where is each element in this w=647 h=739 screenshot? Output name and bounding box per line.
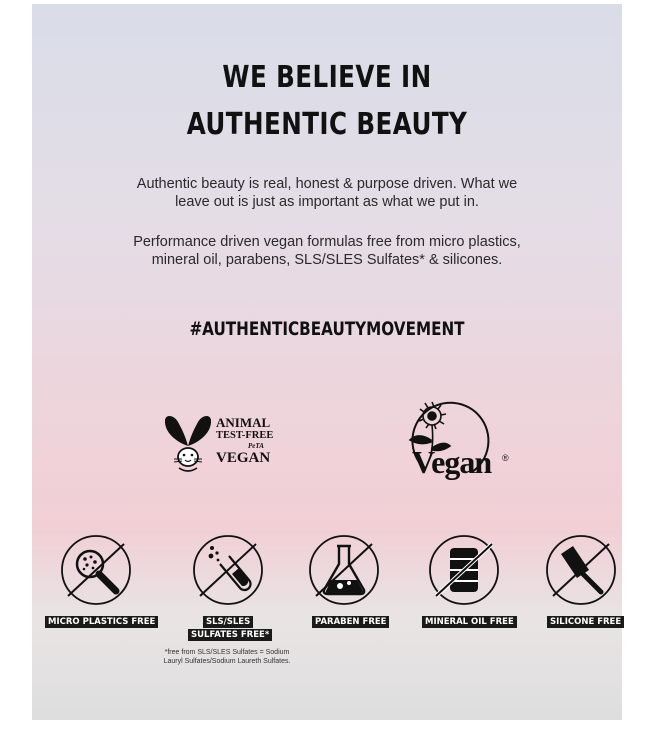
sulfates-footnote: [150, 648, 304, 666]
silicone-free-label: SILICONE FREE: [547, 616, 624, 628]
bunny-ears-icon: [162, 412, 214, 476]
peta-line-4: VEGAN: [216, 450, 271, 466]
peta-line-2: TEST-FREE: [216, 430, 274, 441]
footnote-line-2: Lauryl Sulfates/Sodium Laureth Sulfates.: [163, 658, 291, 665]
intro-line-2: leave out is just as important as what we put in.: [175, 194, 479, 210]
headline-line-2: AUTHENTIC BEAUTY: [186, 107, 468, 142]
silicone-tube-icon: [543, 532, 619, 608]
formula-line-1: Performance driven vegan formulas free from micro plastics,: [133, 234, 521, 250]
flask-icon: [306, 532, 382, 608]
sls-sles-label: SLS/SLES: [203, 616, 253, 628]
sulfates-free-label: SULFATES FREE*: [188, 629, 272, 641]
intro-paragraph: [32, 175, 622, 211]
micro-plastics-icon: [58, 532, 134, 608]
mineral-oil-free-label: MINERAL OIL FREE: [422, 616, 517, 628]
paraben-free-label: PARABEN FREE: [312, 616, 389, 628]
peta-vegan-logo: [162, 412, 286, 476]
headline-line-1: WE BELIEVE IN: [222, 60, 432, 95]
oil-barrel-icon: [426, 532, 502, 608]
peta-text-block: [216, 416, 296, 466]
footnote-line-1: *free from SLS/SLES Sulfates = Sodium: [164, 649, 290, 656]
micro-plastics-free-label: MICRO PLASTICS FREE: [45, 616, 158, 628]
hashtag: #AUTHENTICBEAUTYMOVEMENT: [189, 318, 465, 340]
peta-line-1: ANIMAL: [216, 415, 271, 430]
peta-line-3: PeTA: [248, 442, 264, 450]
intro-line-1: Authentic beauty is real, honest & purpose driven. What we: [136, 176, 518, 192]
formula-line-2: mineral oil, parabens, SLS/SLES Sulfates* & silicones.: [151, 252, 503, 268]
content-panel: [32, 4, 622, 720]
sulfates-test-tube-icon: [190, 532, 266, 608]
formula-paragraph: [32, 233, 622, 269]
registered-mark: ®: [502, 453, 509, 463]
vegan-wordmark: Vegan: [412, 444, 492, 480]
